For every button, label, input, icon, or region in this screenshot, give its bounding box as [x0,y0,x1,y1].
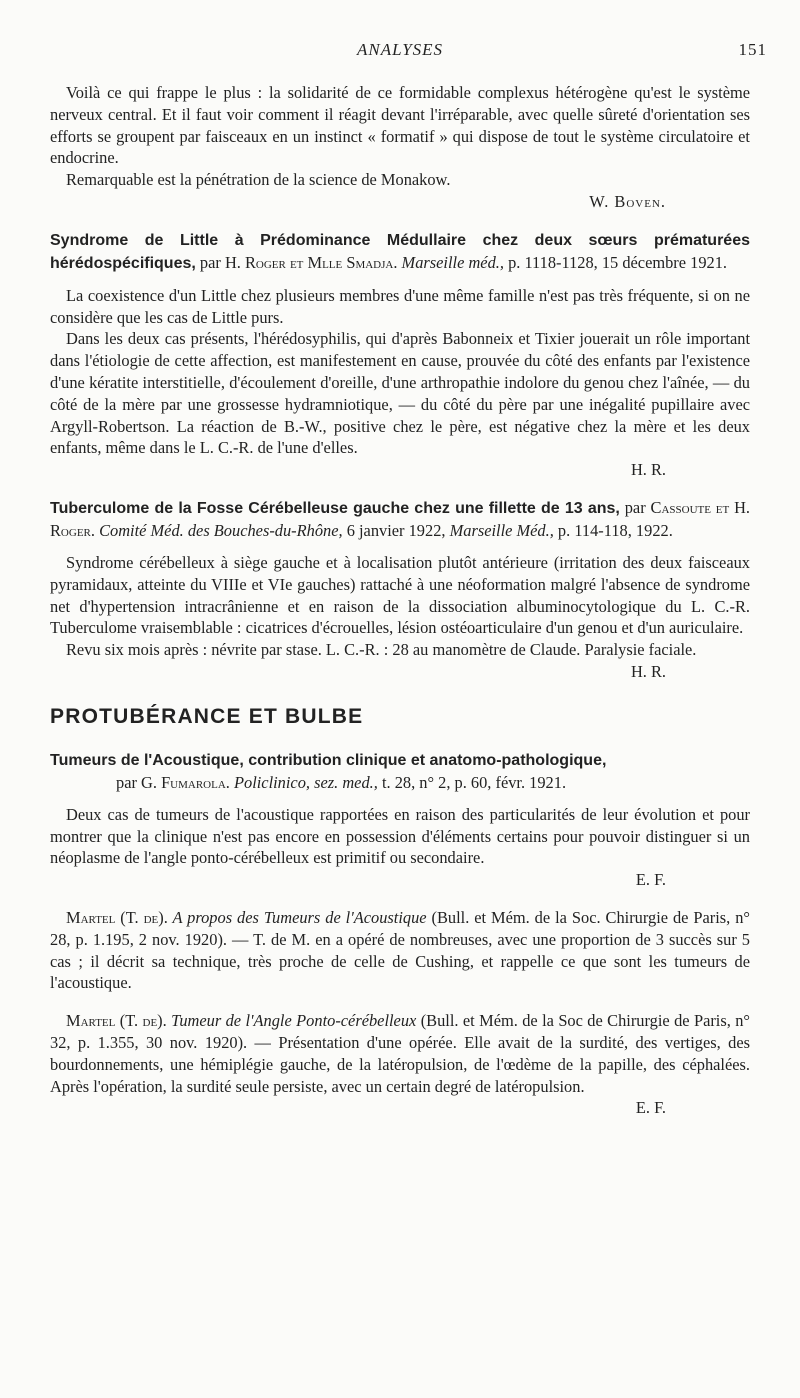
entry-heading [50,749,750,772]
running-header [0,40,800,64]
review-tumeurs-acoustique [50,749,750,891]
entry-authors: H. Roger et Mlle Smadja. [224,252,398,272]
section-title: PROTUBÉRANCE ET BULBE [50,704,364,728]
ref-par: par [116,772,142,792]
entry-authors: G. Fumarola. [141,772,230,792]
entry-title: Tuberculome de la Fosse Cérébelleuse gauche chez une fillette de 13 ans, [50,499,620,517]
entry-journal: Policlinico, sez. med., [229,772,378,792]
intro-paragraph-2: Remarquable est la pénétration de la science de Monakow. [66,170,451,190]
entry-paragraph-2: Revu six mois après : névrite par stase. L. C.-R. : 28 au manomètre de Claude. Paralysie faciale. [66,640,697,660]
entry-paragraph [50,907,750,994]
entry-date: 6 janvier 1922, [342,520,450,540]
entry-heading [50,229,750,275]
entry-paragraph-1: Deux cas de tumeurs de l'acoustique rapportées en raison des particularités de leur évolution et pour montrer que la clinique n'est pas encore en possession d'éléments certains pour pouvoir distinguer si un néoplasme de l'angle ponto-cérébelleux est primitif ou secondaire. [50,804,750,868]
entry-details: p. 1118-1128, 15 décembre 1921. [503,252,728,272]
entry-heading [50,497,750,542]
entry-title: Tumeurs de l'Acoustique, contribution clinique et anatomo-pathologique, [50,751,607,769]
entry-text: (Bull. et Mém. de la Soc de Chirurgie de Paris, n° 32, p. 1.355, 30 nov. 1920). — Présentation d'une opérée. Elle avait de la surdité, des vertiges, des bourdonnements, une hémiplégie gauche, de la latéropulsion, de l'œdème de la papille, des céphalées. Après l'opération, la surdité seule persiste, avec un certain degré de latéropulsion. [50,1011,750,1096]
running-title: ANALYSES [356,40,444,59]
entry-title: Syndrome de Little à Prédominance Médullaire chez deux sœurs prématurées hérédospécifiques, [50,231,750,272]
article-body [50,82,750,1119]
entry-details: t. 28, n° 2, p. 60, févr. 1921. [377,772,567,792]
entry-title: A propos des Tumeurs de l'Acoustique [167,907,427,927]
entry-journal: Marseille Méd., [449,520,554,540]
entry-signature: H. R. [630,661,666,681]
entry-signature: E. F. [635,1098,666,1118]
entry-author: Martel (T. de). [66,907,168,927]
entry-reference [50,772,750,794]
entry-signature: H. R. [630,460,666,480]
ref-par: par [195,252,225,272]
entry-paragraph-1: La coexistence d'un Little chez plusieurs membres d'une même famille n'est pas très fréquente, si on ne considère que les cas de Little purs. [50,285,750,327]
review-tuberculome [50,497,750,683]
entry-paragraph-1: Syndrome cérébelleux à siège gauche et à localisation plutôt antérieure (irritation des deux faisceaux pyramidaux, atteinte du VIIIe et VIe gauches) rattaché à une néoformation malgré l'absence de syndrome net d'hypertension intracrânienne et en raison de la dissociation albuminocytologique du L. C.-R. Tuberculome vraisemblable : cicatrices d'écrouelles, lésion ostéoarticulaire d'un genou et d'un auriculaire. [50,552,750,638]
entry-signature: E. F. [635,870,666,890]
entry-details: p. 114-118, 1922. [553,520,673,540]
review-martel-angle [50,1010,750,1119]
ref-par: par [619,497,651,517]
review-little-syndrome [50,229,750,481]
entry-author: Martel (T. de). [66,1011,167,1031]
entry-paragraph-2: Dans les deux cas présents, l'hérédosyphilis, qui d'après Babonneix et Tixier jouerait un rôle important dans l'étiologie de cette affection, est manifestement en cause, prouvée du côté des enfants par l'existence d'une kératite interstitielle, d'écoulement d'oreille, d'une arthropathie indolore du genou chez l'aînée, — du côté de la mère par une grossesse hydramniotique, — du côté du père par une inégalité pupillaire avec Argyll-Robertson. La réaction de B.-W., positive chez le père, est négative chez la mère et les deux enfants, même dans le L. C.-R. de l'une d'elles. [50,329,750,458]
entry-journal: Marseille méd., [401,252,504,272]
entry-text: (Bull. et Mém. de la Soc. Chirurgie de Paris, n° 28, p. 1.195, 2 nov. 1920). — T. de M. en a opéré de nombreuses, avec une proportion de 3 succès sur 5 cas ; il décrit sa technique, très proche de celle de Cushing, et rappelle ce que sont les tumeurs de l'acoustique. [50,907,750,993]
entry-title: Tumeur de l'Angle Ponto-cérébelleux [166,1011,417,1031]
entry-paragraph [50,1010,750,1097]
entry-meeting: Comité Méd. des Bouches-du-Rhône, [94,520,343,540]
intro-signature: W. Boven. [589,191,666,211]
entry-authors: Cassoute et H. Roger. [50,497,751,540]
review-martel-acoustique [50,907,750,994]
intro-paragraph-1: Voilà ce qui frappe le plus : la solidarité de ce formidable complexus hétérogène qu'est le système nerveux central. Et il faut voir comment il réagit devant l'irréparable, avec quelle sûreté d'orientation ses efforts se groupent par faisceaux en un instinct « formatif » qui dispose de tout le système circulatoire et endocrine. [50,83,750,168]
page-number: 151 [738,40,767,59]
